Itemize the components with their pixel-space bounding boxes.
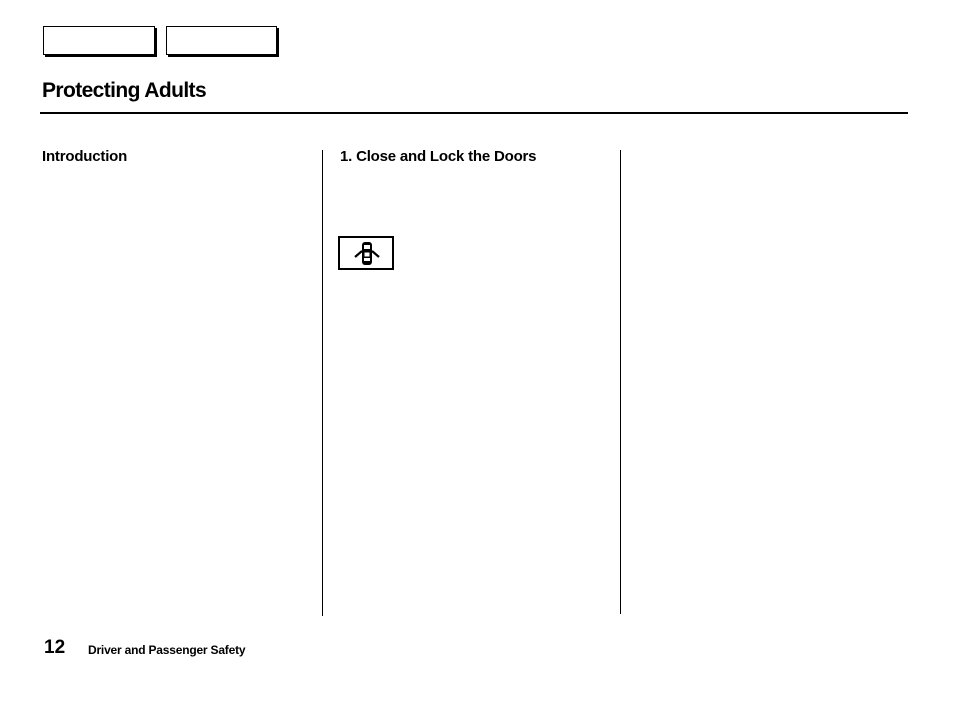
section-name: Driver and Passenger Safety <box>88 643 246 657</box>
page-number: 12 <box>44 637 66 658</box>
heading-introduction: Introduction <box>42 148 128 165</box>
page-title: Protecting Adults <box>42 79 207 102</box>
title-divider <box>40 112 908 114</box>
column-divider <box>322 150 323 616</box>
column-divider <box>620 150 621 614</box>
car-door-lock-icon <box>352 239 382 269</box>
door-lock-icon <box>338 236 394 270</box>
heading-close-and-lock-doors: 1. Close and Lock the Doors <box>340 148 537 165</box>
nav-button-next[interactable] <box>166 26 277 55</box>
nav-button-previous[interactable] <box>43 26 155 55</box>
